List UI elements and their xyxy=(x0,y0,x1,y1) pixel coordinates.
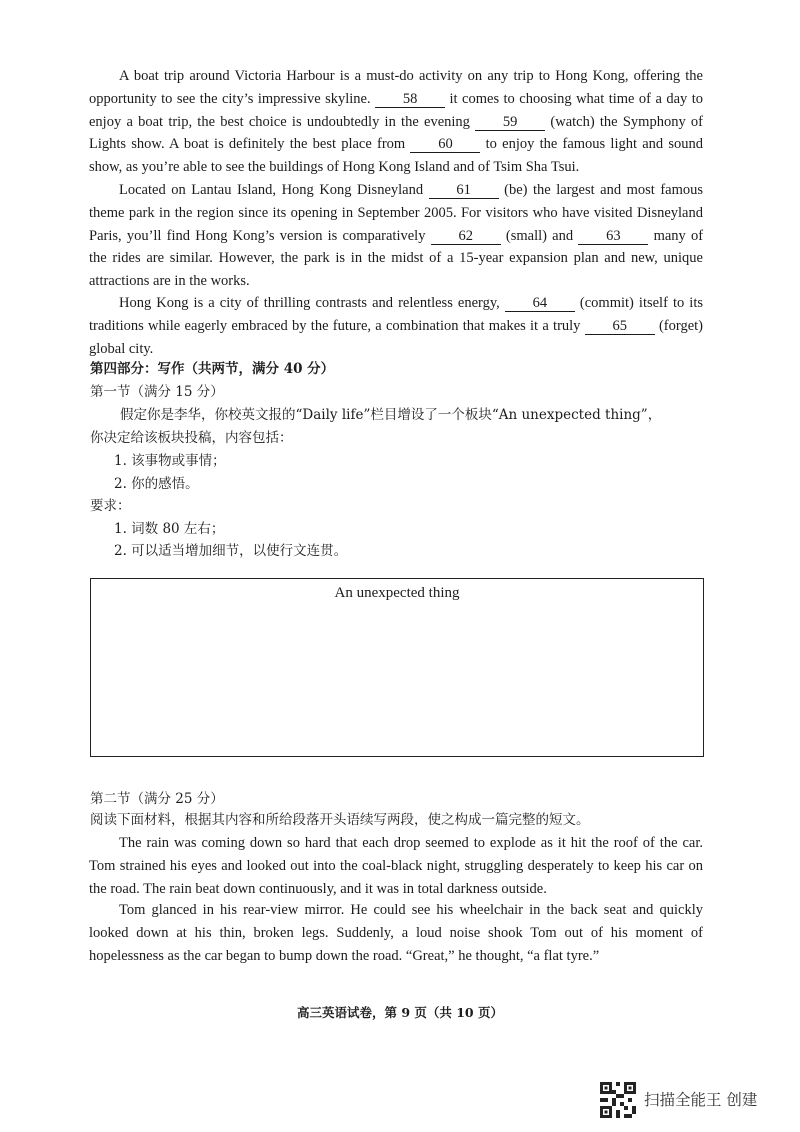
writing-part-title: 第四部分：写作（共两节，满分 40 分） xyxy=(90,361,335,377)
story-paragraph-2: Tom glanced in his rear-view mirror. He could see his wheelchair in the back seat and quickly looked down at his thin, broken legs. Suddenly, a loud noise shook Tom out of his moment of hopelessness as the car began to bump down the road. “Great,” he thought, “a flat tyre.” xyxy=(89,902,703,964)
page-footer: 高三英语试卷，第 9 页（共 10 页） xyxy=(296,1005,503,1020)
task-item-2: 2. 你的感悟。 xyxy=(114,476,199,492)
requirement-1: 1. 词数 80 左右； xyxy=(114,521,225,537)
task-item-1: 1. 该事物或事情； xyxy=(114,453,226,469)
qr-code-icon xyxy=(600,1082,636,1118)
requirement-2: 2. 可以适当增加细节，以使行文连贯。 xyxy=(114,543,348,559)
task-line-2: 你决定给该板块投稿，内容包括： xyxy=(90,430,293,446)
blank-61: 61 xyxy=(429,183,499,199)
section2-instructions: 阅读下面材料，根据其内容和所给段落开头语续写两段，使之构成一篇完整的短文。 xyxy=(90,812,590,828)
blank-64: 64 xyxy=(505,296,575,312)
cloze-paragraph-2: Located on Lantau Island, Hong Kong Disneyland 61 (be) the largest and most famous theme park in the region since its opening in September 2005. For visitors who have visited Disneyland Paris, you’ll find Hong Kong’s version is comparatively 62 (small) and 63 many of the rides are similar. However, the park is in the midst of a 15-year expansion plan and new, unique attractions are in the works. xyxy=(89,182,704,290)
scanner-watermark-label: 扫描全能王 创建 xyxy=(644,1091,758,1109)
requirements-title: 要求： xyxy=(90,498,131,514)
blank-63: 63 xyxy=(578,229,648,245)
cloze-paragraph-1: A boat trip around Victoria Harbour is a must-do activity on any trip to Hong Kong, offering the opportunity to see the city’s impressive skyline. 58 it comes to choosing what time of a day to enjoy a boat trip, the best choice is undoubtedly in the evening 59 (watch) the Symphony of Lights show. A boat is definitely the best place from 60 to enjoy the famous light and sound show, as you’re able to see the buildings of Hong Kong Island and of Tsim Sha Tsui. xyxy=(89,68,704,176)
blank-58: 58 xyxy=(375,92,445,108)
section2-title: 第二节（满分 25 分） xyxy=(90,791,224,807)
essay-answer-box[interactable] xyxy=(90,578,704,757)
cloze-paragraph-3: Hong Kong is a city of thrilling contrasts and relentless energy, 64 (commit) itself to its traditions while eagerly embraced by the future, a combination that makes it a truly 65 (forget) global city. xyxy=(89,295,704,357)
blank-62: 62 xyxy=(431,229,501,245)
section1-title: 第一节（满分 15 分） xyxy=(90,384,224,400)
essay-title: An unexpected thing xyxy=(334,585,460,601)
story-paragraph-1: The rain was coming down so hard that each drop seemed to explode as it hit the roof of the car. Tom strained his eyes and looked out into the coal-black night, struggling desperately to keep his car on the road. The rain beat down continuously, and it was in total darkness outside. xyxy=(89,835,703,897)
task-line-1: 假定你是李华，你校英文报的“Daily life”栏目增设了一个板块“An unexpected thing”， xyxy=(120,407,662,423)
blank-65: 65 xyxy=(585,319,655,335)
blank-60: 60 xyxy=(410,137,480,153)
blank-59: 59 xyxy=(475,115,545,131)
